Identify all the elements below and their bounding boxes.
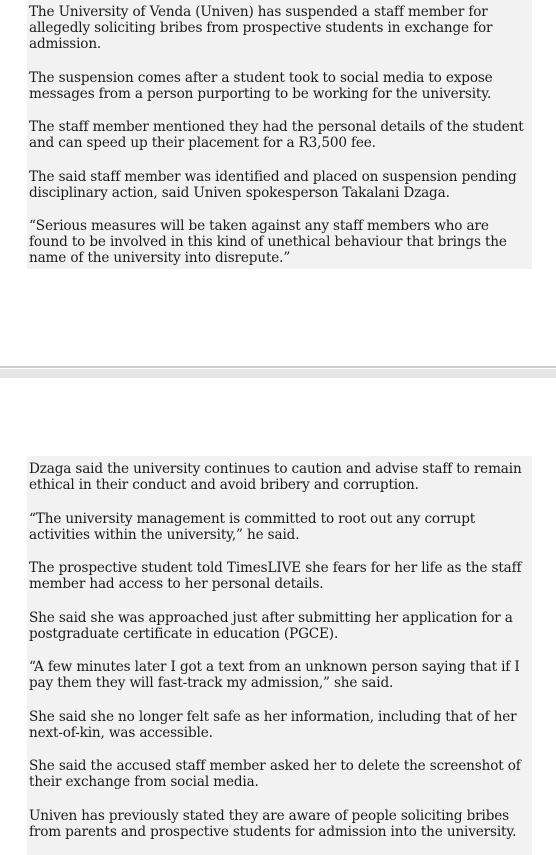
section-divider — [0, 366, 556, 380]
article-paragraph: “A few minutes later I got a text from an unknown person saying that if I pay them they will fast-track my admission,” she said. — [29, 659, 520, 691]
article-text-block-top — [27, 0, 532, 269]
article-paragraph: She said the accused staff member asked her to delete the screenshot of their exchange from social media. — [29, 758, 521, 790]
divider-line — [0, 366, 556, 368]
divider-band — [0, 369, 556, 378]
article-paragraph: The said staff member was identified and placed on suspension pending disciplinary action, said Univen spokesperson Takalani Dzaga. — [29, 168, 517, 201]
article-paragraph: She said she was approached just after submitting her application for a postgraduate certificate in education (PGCE). — [29, 609, 513, 642]
article-paragraph: Univen has previously stated they are aware of people soliciting bribes from parents and prospective students for admission into the university. — [29, 807, 517, 840]
article-paragraph: “The university management is committed to root out any corrupt activities within the university,” he said. — [29, 510, 476, 543]
article-paragraph: The staff member mentioned they had the personal details of the student and can speed up their placement for a R3,500 fee. — [29, 119, 524, 151]
article-paragraph: Dzaga said the university continues to caution and advise staff to remain ethical in their conduct and avoid bribery and corruption. — [29, 461, 522, 493]
article-paragraph: The suspension comes after a student took to social media to expose messages from a person purporting to be working for the university. — [29, 69, 493, 102]
article-paragraph: She said she no longer felt safe as her information, including that of her next-of-kin, was accessible. — [29, 708, 517, 741]
article-paragraph: The prospective student told TimesLIVE she fears for her life as the staff member had access to her personal details. — [29, 560, 522, 592]
article-text-block-bottom — [27, 456, 532, 855]
article-paragraph: “Serious measures will be taken against any staff members who are found to be involved in this kind of unethical behaviour that brings the name of the university into disrepute.” — [29, 218, 507, 266]
article-paragraph: The University of Venda (Univen) has suspended a staff member for allegedly soliciting bribes from prospective students in exchange for admission. — [29, 4, 493, 52]
